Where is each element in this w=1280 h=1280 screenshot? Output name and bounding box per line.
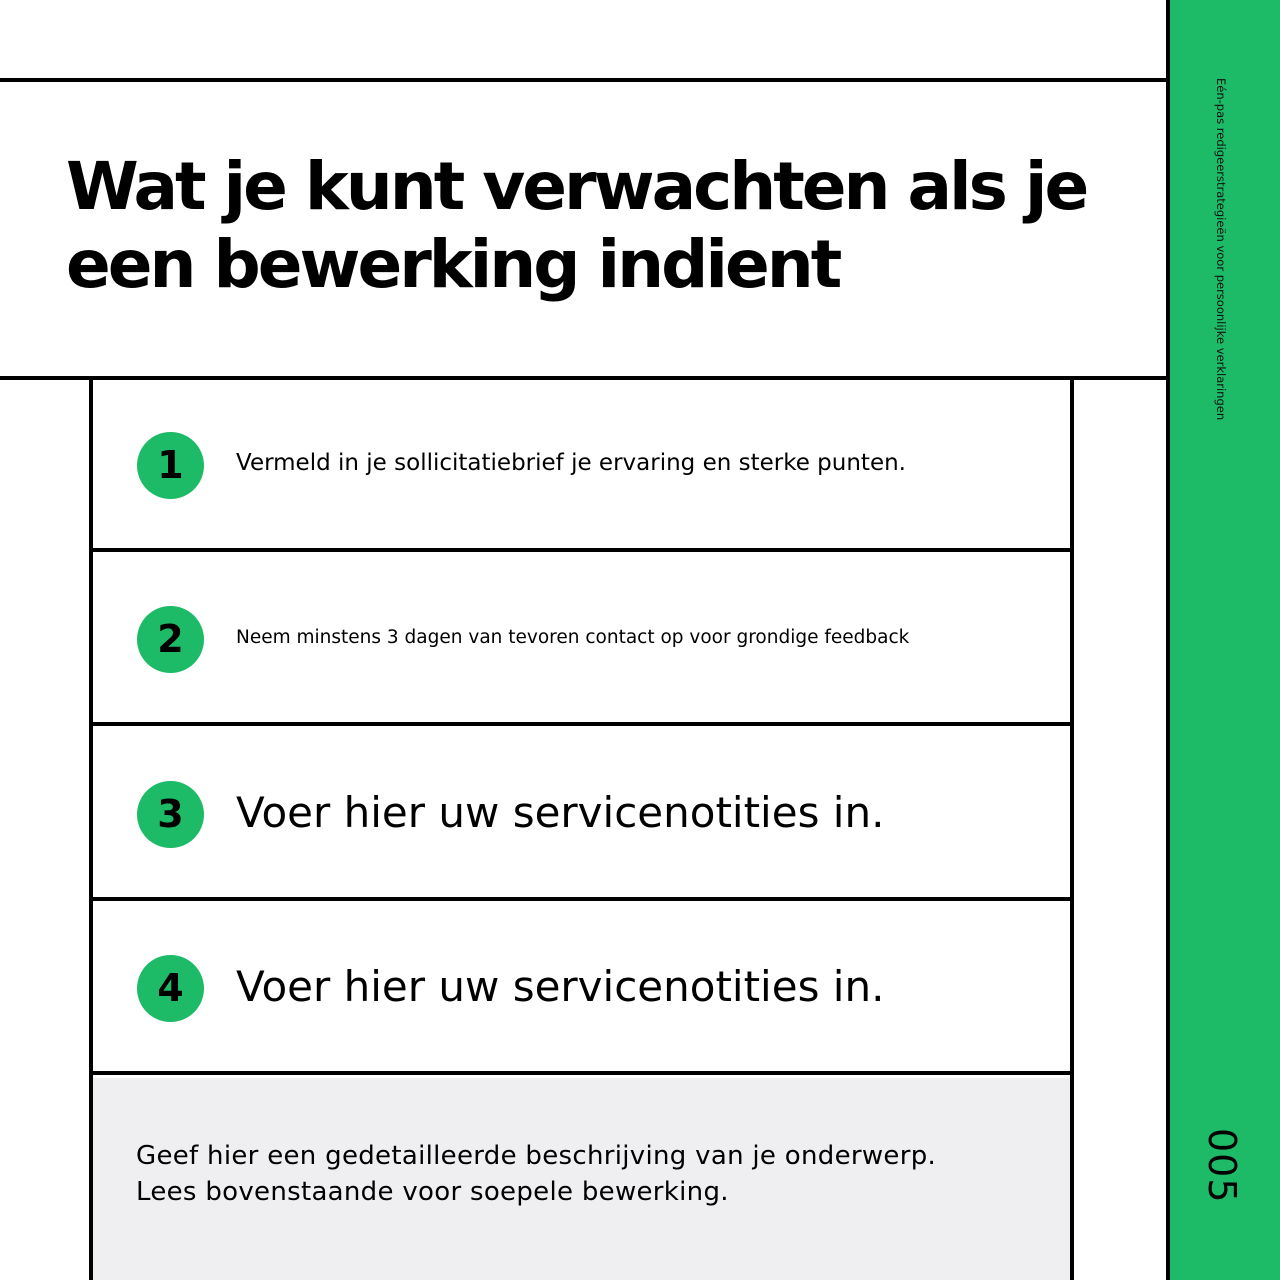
description-text bbox=[136, 1138, 936, 1210]
step-number-badge: 3 bbox=[137, 781, 204, 848]
step-number-badge: 4 bbox=[137, 955, 204, 1022]
description-line-2: Lees bovenstaande voor soepele bewerking. bbox=[136, 1177, 729, 1207]
page-title: Wat je kunt verwachten als je een bewerking indient bbox=[66, 148, 1087, 303]
step-number-badge: 2 bbox=[137, 606, 204, 673]
page-number: 005 bbox=[1200, 1128, 1244, 1204]
description-box bbox=[93, 1078, 1070, 1280]
step-text: Voer hier uw servicenotities in. bbox=[236, 961, 885, 1011]
list-item bbox=[93, 901, 1070, 1075]
list-item bbox=[93, 727, 1070, 901]
description-line-1: Geef hier een gedetailleerde beschrijving van je onderwerp. bbox=[136, 1141, 937, 1171]
list-item bbox=[93, 378, 1070, 552]
step-text: Neem minstens 3 dagen van tevoren contact op voor grondige feedback bbox=[236, 626, 910, 648]
sidebar-title: Eén-pas redigeerstrategieën voor persoonlijke verklaringen bbox=[1214, 78, 1228, 421]
steps-list bbox=[89, 378, 1074, 1280]
step-text: Voer hier uw servicenotities in. bbox=[236, 787, 885, 837]
top-divider bbox=[0, 78, 1168, 82]
list-item bbox=[93, 552, 1070, 726]
step-number-badge: 1 bbox=[137, 432, 204, 499]
step-text: Vermeld in je sollicitatiebrief je ervaring en sterke punten. bbox=[236, 450, 906, 476]
